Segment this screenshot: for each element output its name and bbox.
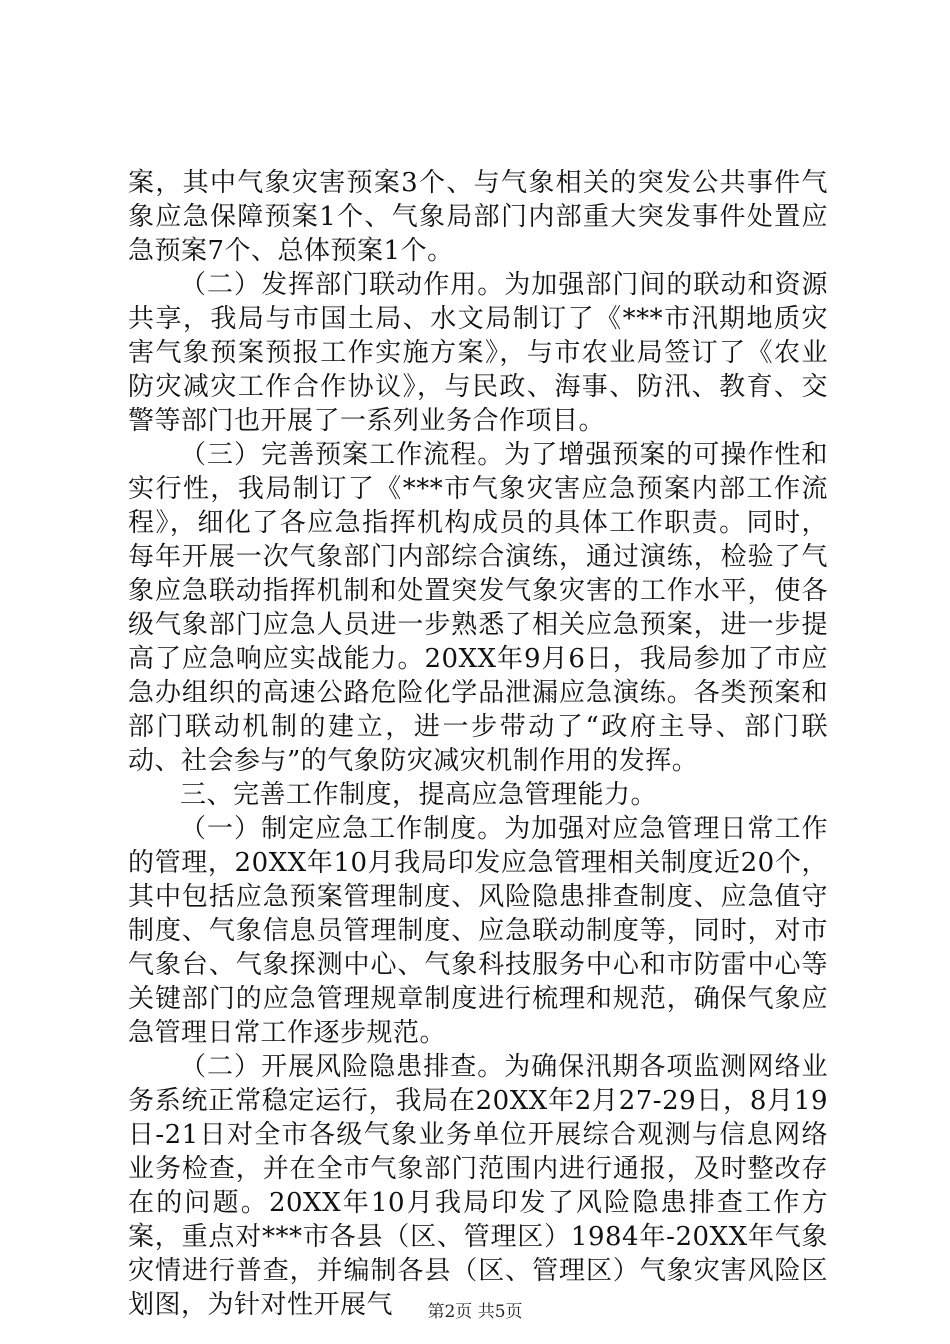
paragraph-department-linkage: （二）发挥部门联动作用。为加强部门间的联动和资源共享，我局与市国土局、水文局制订了《***市汛期地质灾害气象预案预报工作实施方案》，与市农业局签订了《农业防灾减灾工作合作协议》，与民政、海事、防汛、教育、交警等部门也开展了一系列业务合作项目。 [128, 270, 828, 436]
paragraph-continuation: 案，其中气象灾害预案3个、与气象相关的突发公共事件气象应急保障预案1个、气象局部门内部重大突发事件处置应急预案7个、总体预案1个。 [128, 168, 828, 266]
section-heading-work-system: 三、完善工作制度，提高应急管理能力。 [180, 780, 658, 810]
document-body [128, 166, 828, 1322]
paragraph-risk-inspection: （二）开展风险隐患排查。为确保汛期各项监测网络业务系统正常稳定运行，我局在20XX年2月27-29日，8月19日-21日对全市各级气象业务单位开展综合观测与信息网络业务检查，并在全市气象部门范围内进行通报，及时整改存在的问题。20XX年10月我局印发了风险隐患排查工作方案，重点对***市各县（区、管理区）1984年-20XX年气象灾情进行普查，并编制各县（区、管理区）气象灾害风险区划图，为针对性开展气 [128, 1052, 828, 1320]
paragraph-emergency-rules: （一）制定应急工作制度。为加强对应急管理日常工作的管理，20XX年10月我局印发应急管理相关制度近20个，其中包括应急预案管理制度、风险隐患排查制度、应急值守制度、气象信息员管理制度、应急联动制度等，同时，对市气象台、气象探测中心、气象科技服务中心和市防雷中心等关键部门的应急管理规章制度进行梳理和规范，确保气象应急管理日常工作逐步规范。 [128, 814, 828, 1048]
page-number-footer: 第2页 共5页 [427, 1302, 523, 1322]
paragraph-plan-workflow: （三）完善预案工作流程。为了增强预案的可操作性和实行性，我局制订了《***市气象灾害应急预案内部工作流程》，细化了各应急指挥机构成员的具体工作职责。同时，每年开展一次气象部门内部综合演练，通过演练，检验了气象应急联动指挥机制和处置突发气象灾害的工作水平，使各级气象部门应急人员进一步熟悉了相关应急预案，进一步提高了应急响应实战能力。20XX年9月6日，我局参加了市应急办组织的高速公路危险化学品泄漏应急演练。各类预案和部门联动机制的建立，进一步带动了“政府主导、部门联动、社会参与”的气象防灾减灾机制作用的发挥。 [128, 440, 828, 776]
